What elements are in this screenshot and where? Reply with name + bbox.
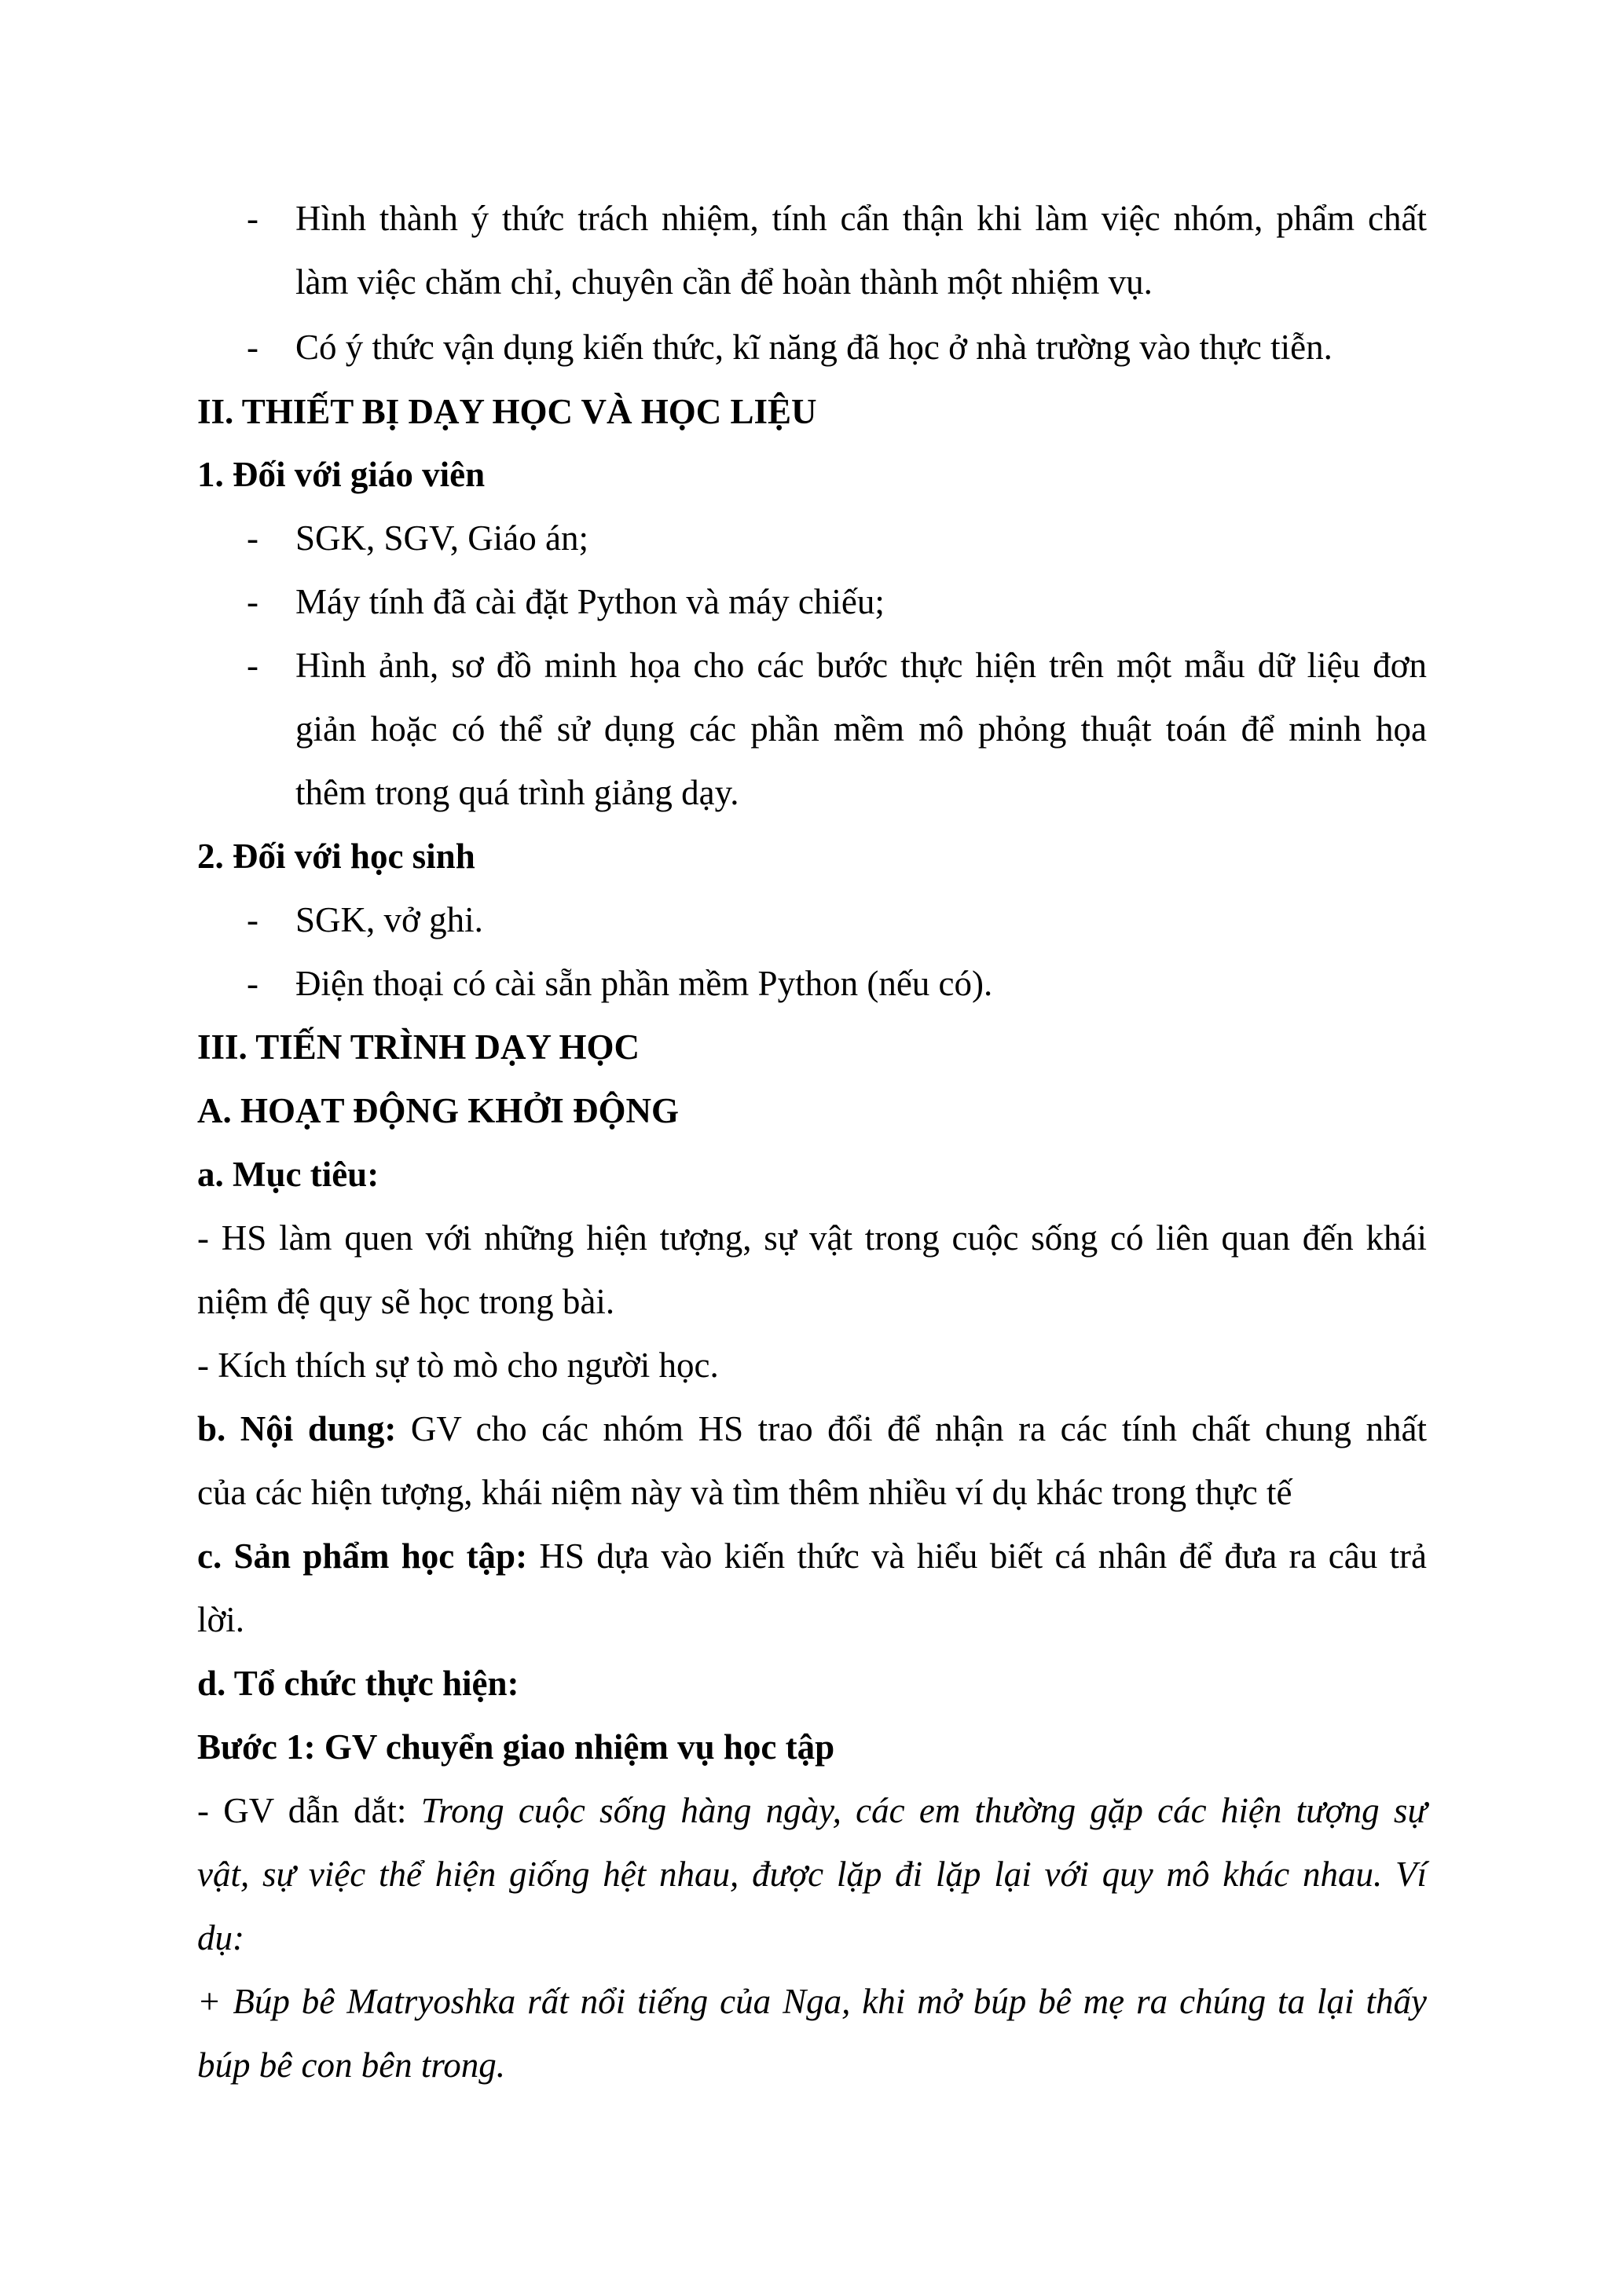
- bullet-dash: -: [247, 964, 258, 1003]
- label-organization: d. Tổ chức thực hiện:: [197, 1664, 519, 1703]
- bullet-dash: -: [247, 900, 258, 939]
- bullet-dash: -: [247, 518, 258, 558]
- product-label: c. Sản phẩm học tập:: [197, 1536, 528, 1576]
- bullet-computer-python: Máy tính đã cài đặt Python và máy chiếu;: [295, 582, 885, 621]
- product-paragraph-line-2: lời.: [197, 1600, 245, 1639]
- intro-paragraph-line-3: dụ:: [197, 1918, 244, 1957]
- bullet-phone-python: Điện thoại có cài sẵn phần mềm Python (nếu có).: [295, 964, 993, 1003]
- bullet-illustrations-line-1: Hình ảnh, sơ đồ minh họa cho các bước thực hiện trên một mẫu dữ liệu đơn: [295, 646, 1427, 685]
- bullet-apply-knowledge: Có ý thức vận dụng kiến thức, kĩ năng đã học ở nhà trường vào thực tiễn.: [295, 328, 1333, 367]
- objective-curiosity: - Kích thích sự tò mò cho người học.: [197, 1346, 719, 1385]
- content-text: GV cho các nhóm HS trao đổi để nhận ra các tính chất chung nhất: [396, 1409, 1427, 1448]
- intro-italic: Trong cuộc sống hàng ngày, các em thường gặp các hiện tượng sự: [420, 1791, 1427, 1830]
- product-paragraph-line-1: [197, 1534, 1427, 1578]
- objective-line-1: - HS làm quen với những hiện tượng, sự vật trong cuộc sống có liên quan đến khái: [197, 1218, 1427, 1258]
- bullet-dash: -: [247, 646, 258, 685]
- bullet-dash: -: [247, 199, 258, 238]
- content-label: b. Nội dung:: [197, 1409, 397, 1448]
- step-1-heading: Bước 1: GV chuyển giao nhiệm vụ học tập: [197, 1727, 835, 1767]
- intro-paragraph-line-2: vật, sự việc thể hiện giống hệt nhau, được lặp đi lặp lại với quy mô khác nhau. Ví: [197, 1855, 1427, 1894]
- content-paragraph-line-2: của các hiện tượng, khái niệm này và tìm thêm nhiều ví dụ khác trong thực tế: [197, 1473, 1292, 1512]
- bullet-responsibility-line-1: Hình thành ý thức trách nhiệm, tính cẩn thận khi làm việc nhóm, phẩm chất: [295, 199, 1427, 238]
- bullet-responsibility-line-2: làm việc chăm chỉ, chuyên cần để hoàn thành một nhiệm vụ.: [295, 262, 1153, 302]
- bullet-dash: -: [247, 582, 258, 621]
- bullet-dash: -: [247, 328, 258, 367]
- product-text: HS dựa vào kiến thức và hiểu biết cá nhân để đưa ra câu trả: [527, 1536, 1427, 1576]
- section-heading-equipment: II. THIẾT BỊ DẠY HỌC VÀ HỌC LIỆU: [197, 392, 817, 431]
- label-objectives: a. Mục tiêu:: [197, 1155, 379, 1194]
- intro-paragraph-line-1: [197, 1789, 1427, 1833]
- subheading-student: 2. Đối với học sinh: [197, 837, 475, 876]
- section-heading-warmup: A. HOẠT ĐỘNG KHỞI ĐỘNG: [197, 1091, 679, 1130]
- subheading-teacher: 1. Đối với giáo viên: [197, 455, 486, 494]
- bullet-sgk-sgv: SGK, SGV, Giáo án;: [295, 518, 588, 558]
- section-heading-process: III. TIẾN TRÌNH DẠY HỌC: [197, 1027, 640, 1067]
- matryoshka-line-2: búp bê con bên trong.: [197, 2045, 506, 2085]
- bullet-sgk-notebook: SGK, vở ghi.: [295, 900, 483, 939]
- objective-line-2: niệm đệ quy sẽ học trong bài.: [197, 1282, 615, 1321]
- matryoshka-line-1: + Búp bê Matryoshka rất nổi tiếng của Nga, khi mở búp bê mẹ ra chúng ta lại thấy: [197, 1982, 1427, 2021]
- intro-prefix: - GV dẫn dắt:: [197, 1791, 421, 1830]
- bullet-illustrations-line-3: thêm trong quá trình giảng dạy.: [295, 773, 739, 812]
- content-paragraph-line-1: [197, 1407, 1427, 1451]
- bullet-illustrations-line-2: giản hoặc có thể sử dụng các phần mềm mô phỏng thuật toán để minh họa: [295, 709, 1427, 749]
